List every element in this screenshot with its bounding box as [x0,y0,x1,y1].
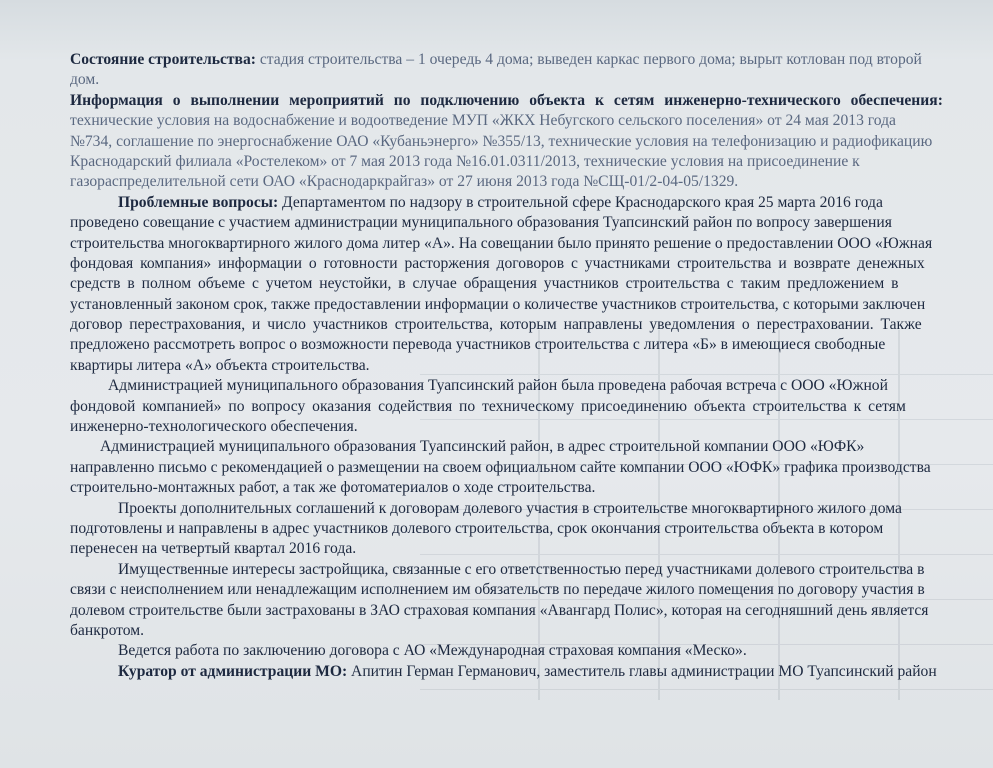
line-7: газораспределительной сети ОАО «Краснодаркрайгаз» от 27 июня 2013 года №СЩ-01/2-04-05/1329. [70,173,739,191]
line-4: технические условия на водоснабжение и водоотведение МУП «ЖКХ Небугского сельского поселения» от 24 мая 2013 года [70,112,896,130]
line-19: инженерно-технологического обеспечения. [70,418,358,436]
heading-construction-status: Состояние строительства: [70,51,256,68]
line-1: Состояние строительства: стадия строительства – 1 очередь 4 дома; выведен каркас первого дома; вырыт котлован под второй [70,51,922,68]
document-text [70,50,993,682]
line-29: банкротом. [70,621,145,639]
line-30: Ведется работа по заключению договора с АО «Международная страховая компания «Меско». [118,642,747,660]
heading-engineering-info: Информация о выполнении мероприятий по подключению объекта к сетям инженерно-технического обеспечения: [70,91,943,109]
line-25: перенесен на четвертый квартал 2016 года. [70,540,357,558]
line-21: направленно письмо с рекомендацией о размещении на своем официальном сайте компании ООО «ЮФК» графика производства [70,458,931,476]
line-23: Проекты дополнительных соглашений к договорам долевого участия в строительстве многоквартирного жилого дома [118,499,902,517]
line-16: квартиры литера «А» объекта строительства. [70,356,370,374]
line-14: договор перестрахования, и число участников строительства, которым направлены уведомления о перестраховании. Также [70,316,922,334]
line-8: Проблемные вопросы: Департаментом по надзору в строительной сфере Краснодарского края 25 марта 2016 года [118,193,883,211]
line-27: связи с неисполнением или ненадлежащим исполнением им обязательств по передаче жилого помещения по договору участия в [70,581,925,599]
line-9: проведено совещание с участием администрации муниципального образования Туапсинский район по вопросу завершения [70,214,892,232]
heading-problem-issues: Проблемные вопросы: [118,193,279,211]
heading-curator: Куратор от администрации МО: [118,662,348,680]
line-26: Имущественные интересы застройщика, связанные с его ответственностью перед участниками долевого строительства в [118,560,925,578]
line-22: строительно-монтажных работ, а так же фотоматериалов о ходе строительства. [70,479,596,497]
line-18: фондовой компанией» по вопросу оказания содействия по техническому присоединению объекта строительства к сетям [70,397,906,415]
line-12: средств в полном объеме с учетом неустойки, в случае обращения участников строительства с таким предложением в [70,275,899,293]
line-6: Краснодарский филиала «Ростелеком» от 7 мая 2013 года №16.01.0311/2013, технические условия на присоединение к [70,152,860,170]
line-10: строительства многоквартирного жилого дома литер «А». На совещании было принято решение о предоставлении ООО «Южная [70,234,933,252]
line-28: долевом строительстве были застрахованы в ЗАО страховая компания «Авангард Полис», которая на сегодняшний день является [70,601,929,619]
line-2: дом. [70,71,100,89]
line-24: подготовлены и направлены в адрес участников долевого строительства, срок окончания строительства объекта в котором [70,519,884,537]
line-15: предложено рассмотреть вопрос о возможности перевода участников строительства с литера «Б» в имеющиеся свободные [70,336,886,354]
line-13: установленный законом срок, также предоставлении информации о количестве участников строительства, с которыми заключен [70,295,926,313]
line-20: Администрацией муниципального образования Туапсинский район, в адрес строительной компании ООО «ЮФК» [100,438,865,456]
line-31: Куратор от администрации МО: Апитин Герман Германович, заместитель главы администрации МО Туапсинский район [118,662,937,680]
line-11: фондовая компания» информации о готовности расторжения договоров с участниками строительства и возврате денежных [70,254,925,272]
line-5: №734, соглашение по энергоснабжение ОАО «Кубаньэнерго» №355/13, технические условия на телефонизацию и радиофикацию [70,132,933,150]
line-17: Администрацией муниципального образования Туапсинский район была проведена рабочая встреча с ООО «Южной [108,377,888,395]
